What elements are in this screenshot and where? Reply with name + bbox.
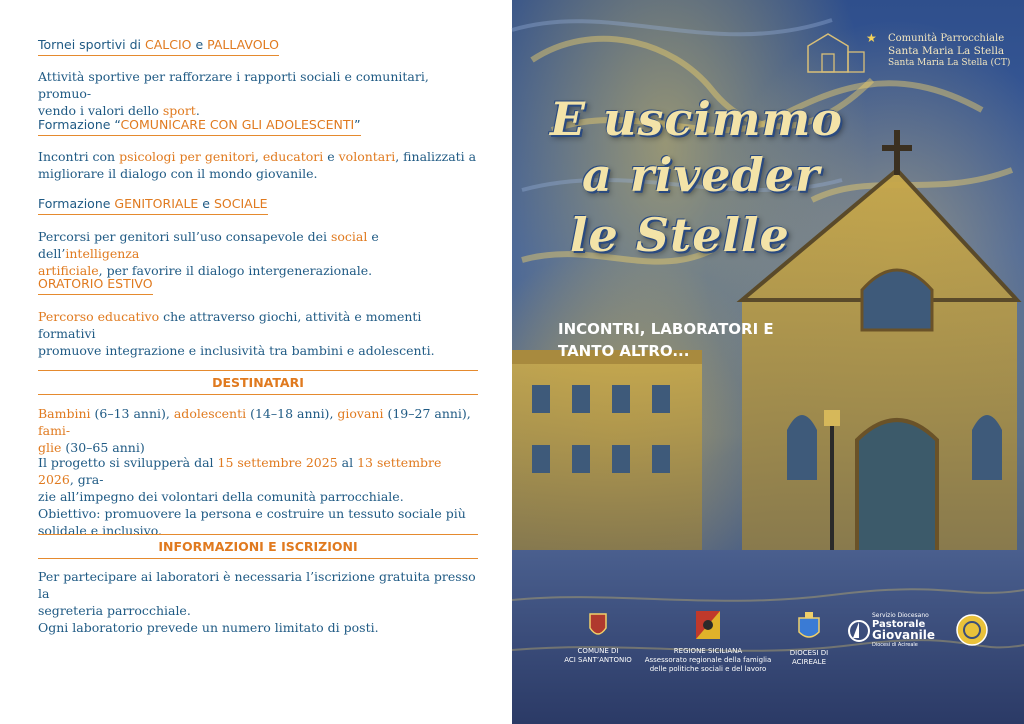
- round-badge-icon: [956, 614, 988, 646]
- parish-location: Santa Maria La Stella (CT): [888, 58, 1011, 68]
- sail-icon: [848, 616, 870, 646]
- title-line-3: le Stelle: [570, 208, 790, 262]
- paragraph-informazioni: Per partecipare ai laboratori è necessaria l’iscrizione gratuita presso la segreteria parrocchiale. Ogni laboratorio prevede un numero limitato di posti.: [38, 569, 476, 635]
- diocese-crest-icon: [797, 612, 821, 642]
- paragraph-destinatari: Bambini (6–13 anni), adolescenti (14–18 anni), giovani (19–27 anni), fami- glie (30–65 anni): [38, 406, 471, 455]
- logo-diocesi: DIOCESI DI ACIREALE: [774, 612, 844, 667]
- paragraph-oratorio: Percorso educativo che attraverso giochi, attività e momenti formativi promuove integrazione e inclusività tra bambini e adolescenti.: [38, 309, 435, 358]
- title-line-2: a riveder: [582, 148, 821, 202]
- banner-informazioni: INFORMAZIONI E ISCRIZIONI: [38, 534, 478, 559]
- logo-regione: REGIONE SICILIANA Assessorato regionale della famiglia delle politiche sociali e del lavoro: [638, 610, 778, 674]
- heading-oratorio: ORATORIO ESTIVO: [38, 276, 153, 295]
- heading-genitoriale: Formazione GENITORIALE e SOCIALE: [38, 196, 268, 215]
- parish-name: Comunità Parrocchiale: [888, 33, 1005, 44]
- title-line-1: E uscimmo: [550, 92, 843, 146]
- parish-church: Santa Maria La Stella: [888, 45, 1005, 57]
- logo-comune: COMUNE DI ACI SANT’ANTONIO: [558, 612, 638, 665]
- cover-panel: [512, 0, 1024, 724]
- paragraph-progetto: Il progetto si svilupperà dal 15 settembre 2025 al 13 settembre 2026, gra- zie all’impegno dei volontari della comunità parrocchiale. Obiettivo: promuovere la persona e costruire un tessuto sociale più solidale e inclusivo.: [38, 455, 466, 538]
- paragraph-genitoriale: Percorsi per genitori sull’uso consapevole dei social e dell’intelligenza artificiale, per favorire il dialogo intergenerazionale.: [38, 229, 379, 278]
- paragraph-tornei: Attività sportive per rafforzare i rapporti sociali e comunitari, promuo- vendo i valori dello sport.: [38, 69, 429, 118]
- logo-pastorale: Servizio Diocesano Pastorale Giovanile Diocesi di Acireale: [848, 612, 943, 650]
- heading-comunicare: Formazione “COMUNICARE CON GLI ADOLESCENTI”: [38, 117, 361, 136]
- parish-logo-icon: [802, 30, 877, 74]
- logo-badge: [956, 614, 988, 650]
- sicily-crest-icon: [695, 610, 721, 640]
- crest-icon: [588, 612, 608, 640]
- heading-tornei: Tornei sportivi di CALCIO e PALLAVOLO: [38, 37, 279, 56]
- subtitle: INCONTRI, LABORATORI E TANTO ALTRO...: [558, 320, 774, 360]
- paragraph-comunicare: Incontri con psicologi per genitori, educatori e volontari, finalizzati a migliorare il dialogo con il mondo giovanile.: [38, 149, 477, 181]
- svg-text:★: ★: [866, 31, 877, 45]
- parish-brand: [802, 30, 1012, 80]
- banner-destinatari: DESTINATARI: [38, 370, 478, 395]
